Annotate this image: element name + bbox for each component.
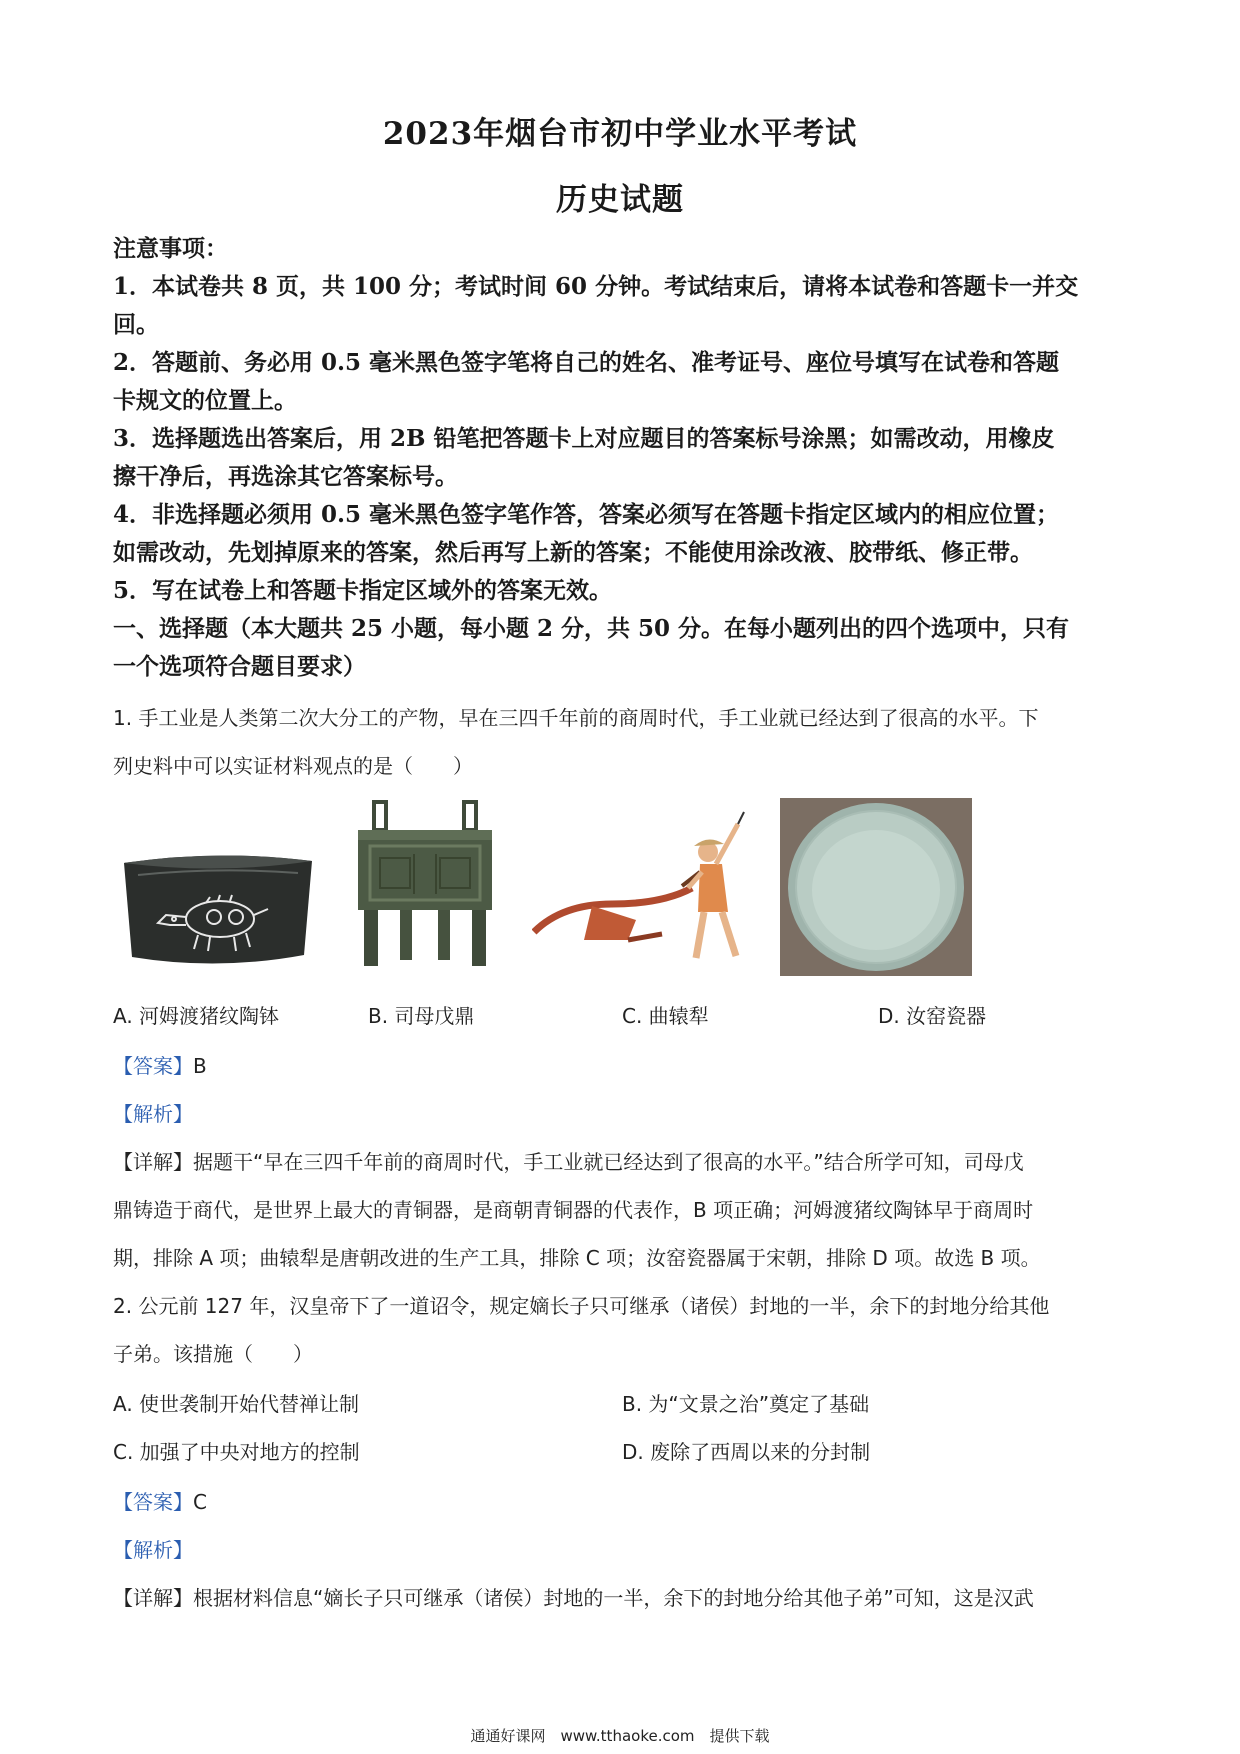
section-heading: 一、选择题（本大题共 25 小题，每小题 2 分，共 50 分。在每小题列出的四个选项中，只有 [113,615,1070,642]
analysis-tag: 【解析】 [113,1538,193,1562]
q1-detail [113,1146,1133,1175]
detail-tag: 【详解】 [113,1150,193,1174]
answer-tag: 【答案】 [113,1054,193,1078]
notice-line: 如需改动，先划掉原来的答案，然后再写上新的答案；不能使用涂改液、胶带纸、修正带。 [113,539,1033,566]
pottery-bowl-image [118,845,318,975]
q1-detail-line: 期，排除 A 项；曲辕犁是唐朝改进的生产工具，排除 C 项；汝窑瓷器属于宋朝，排除 D 项。故选 B 项。 [113,1246,1041,1270]
notice-line: 2．答题前、务必用 0.5 毫米黑色签字笔将自己的姓名、准考证号、座位号填写在试卷和答题 [113,349,1060,376]
detail-text: 据题干“早在三四千年前的商周时代，手工业就已经达到了很高的水平。”结合所学可知，司母戊 [193,1150,1024,1174]
q1-stem: 列史料中可以实证材料观点的是（ ） [113,754,473,778]
q2-analysis [113,1534,1133,1563]
detail-tag: 【详解】 [113,1586,193,1610]
notice-line: 卡规文的位置上。 [113,387,297,414]
q2-option-c: C. 加强了中央对地方的控制 [113,1440,360,1464]
q1-analysis [113,1098,1133,1127]
q2-option-a: A. 使世袭制开始代替禅让制 [113,1392,360,1416]
q1-answer [113,1050,1133,1079]
answer-value: B [193,1054,207,1078]
notice-heading: 注意事项： [113,235,228,262]
notice-line: 1．本试卷共 8 页，共 100 分；考试时间 60 分钟。考试结束后，请将本试卷和答题卡一并交 [113,273,1079,300]
q2-stem: 子弟。该措施（ ） [113,1342,313,1366]
analysis-tag: 【解析】 [113,1102,193,1126]
notice-line: 3．选择题选出答案后，用 2B 铅笔把答题卡上对应题目的答案标号涂黑；如需改动，用橡皮 [113,425,1055,452]
q2-option-d: D. 废除了西周以来的分封制 [622,1440,871,1464]
notice-line: 5．写在试卷上和答题卡指定区域外的答案无效。 [113,577,613,604]
notice-line: 回。 [113,311,159,338]
notice-line: 擦干净后，再选涂其它答案标号。 [113,463,458,490]
answer-tag: 【答案】 [113,1490,193,1514]
q1-detail-line: 鼎铸造于商代，是世界上最大的青铜器，是商朝青铜器的代表作，B 项正确；河姆渡猪纹陶钵早于商周时 [113,1198,1034,1222]
notice-line: 4．非选择题必须用 0.5 毫米黑色签字笔作答，答案必须写在答题卡指定区域内的相应位置； [113,501,1060,528]
q2-stem: 2. 公元前 127 年，汉皇帝下了一道诏令，规定嫡长子只可继承（诸侯）封地的一半，余下的封地分给其他 [113,1294,1050,1318]
page-footer: 通通好课网 www.tthaoke.com 提供下载 [470,1727,770,1745]
q1-option-a: A. 河姆渡猪纹陶钵 [113,1004,280,1028]
exam-subtitle: 历史试题 [556,182,684,218]
q1-option-d: D. 汝窑瓷器 [878,1004,987,1028]
section-heading: 一个选项符合题目要求） [113,653,366,680]
exam-title: 2023年烟台市初中学业水平考试 [382,116,858,152]
q1-option-c: C. 曲辕犁 [622,1004,709,1028]
detail-text: 根据材料信息“嫡长子只可继承（诸侯）封地的一半，余下的封地分给其他子弟”可知，这是汉武 [193,1586,1034,1610]
ru-kiln-dish-image [780,798,972,976]
q1-option-b: B. 司母戊鼎 [368,1004,475,1028]
answer-value: C [193,1490,207,1514]
q1-stem: 1. 手工业是人类第二次大分工的产物，早在三四千年前的商周时代，手工业就已经达到了很高的水平。下 [113,706,1039,730]
curved-plough-image [532,808,762,968]
q2-option-b: B. 为“文景之治”奠定了基础 [622,1392,870,1416]
bronze-ding-image [350,798,500,970]
q2-answer [113,1486,1133,1515]
q2-detail [113,1582,1133,1611]
